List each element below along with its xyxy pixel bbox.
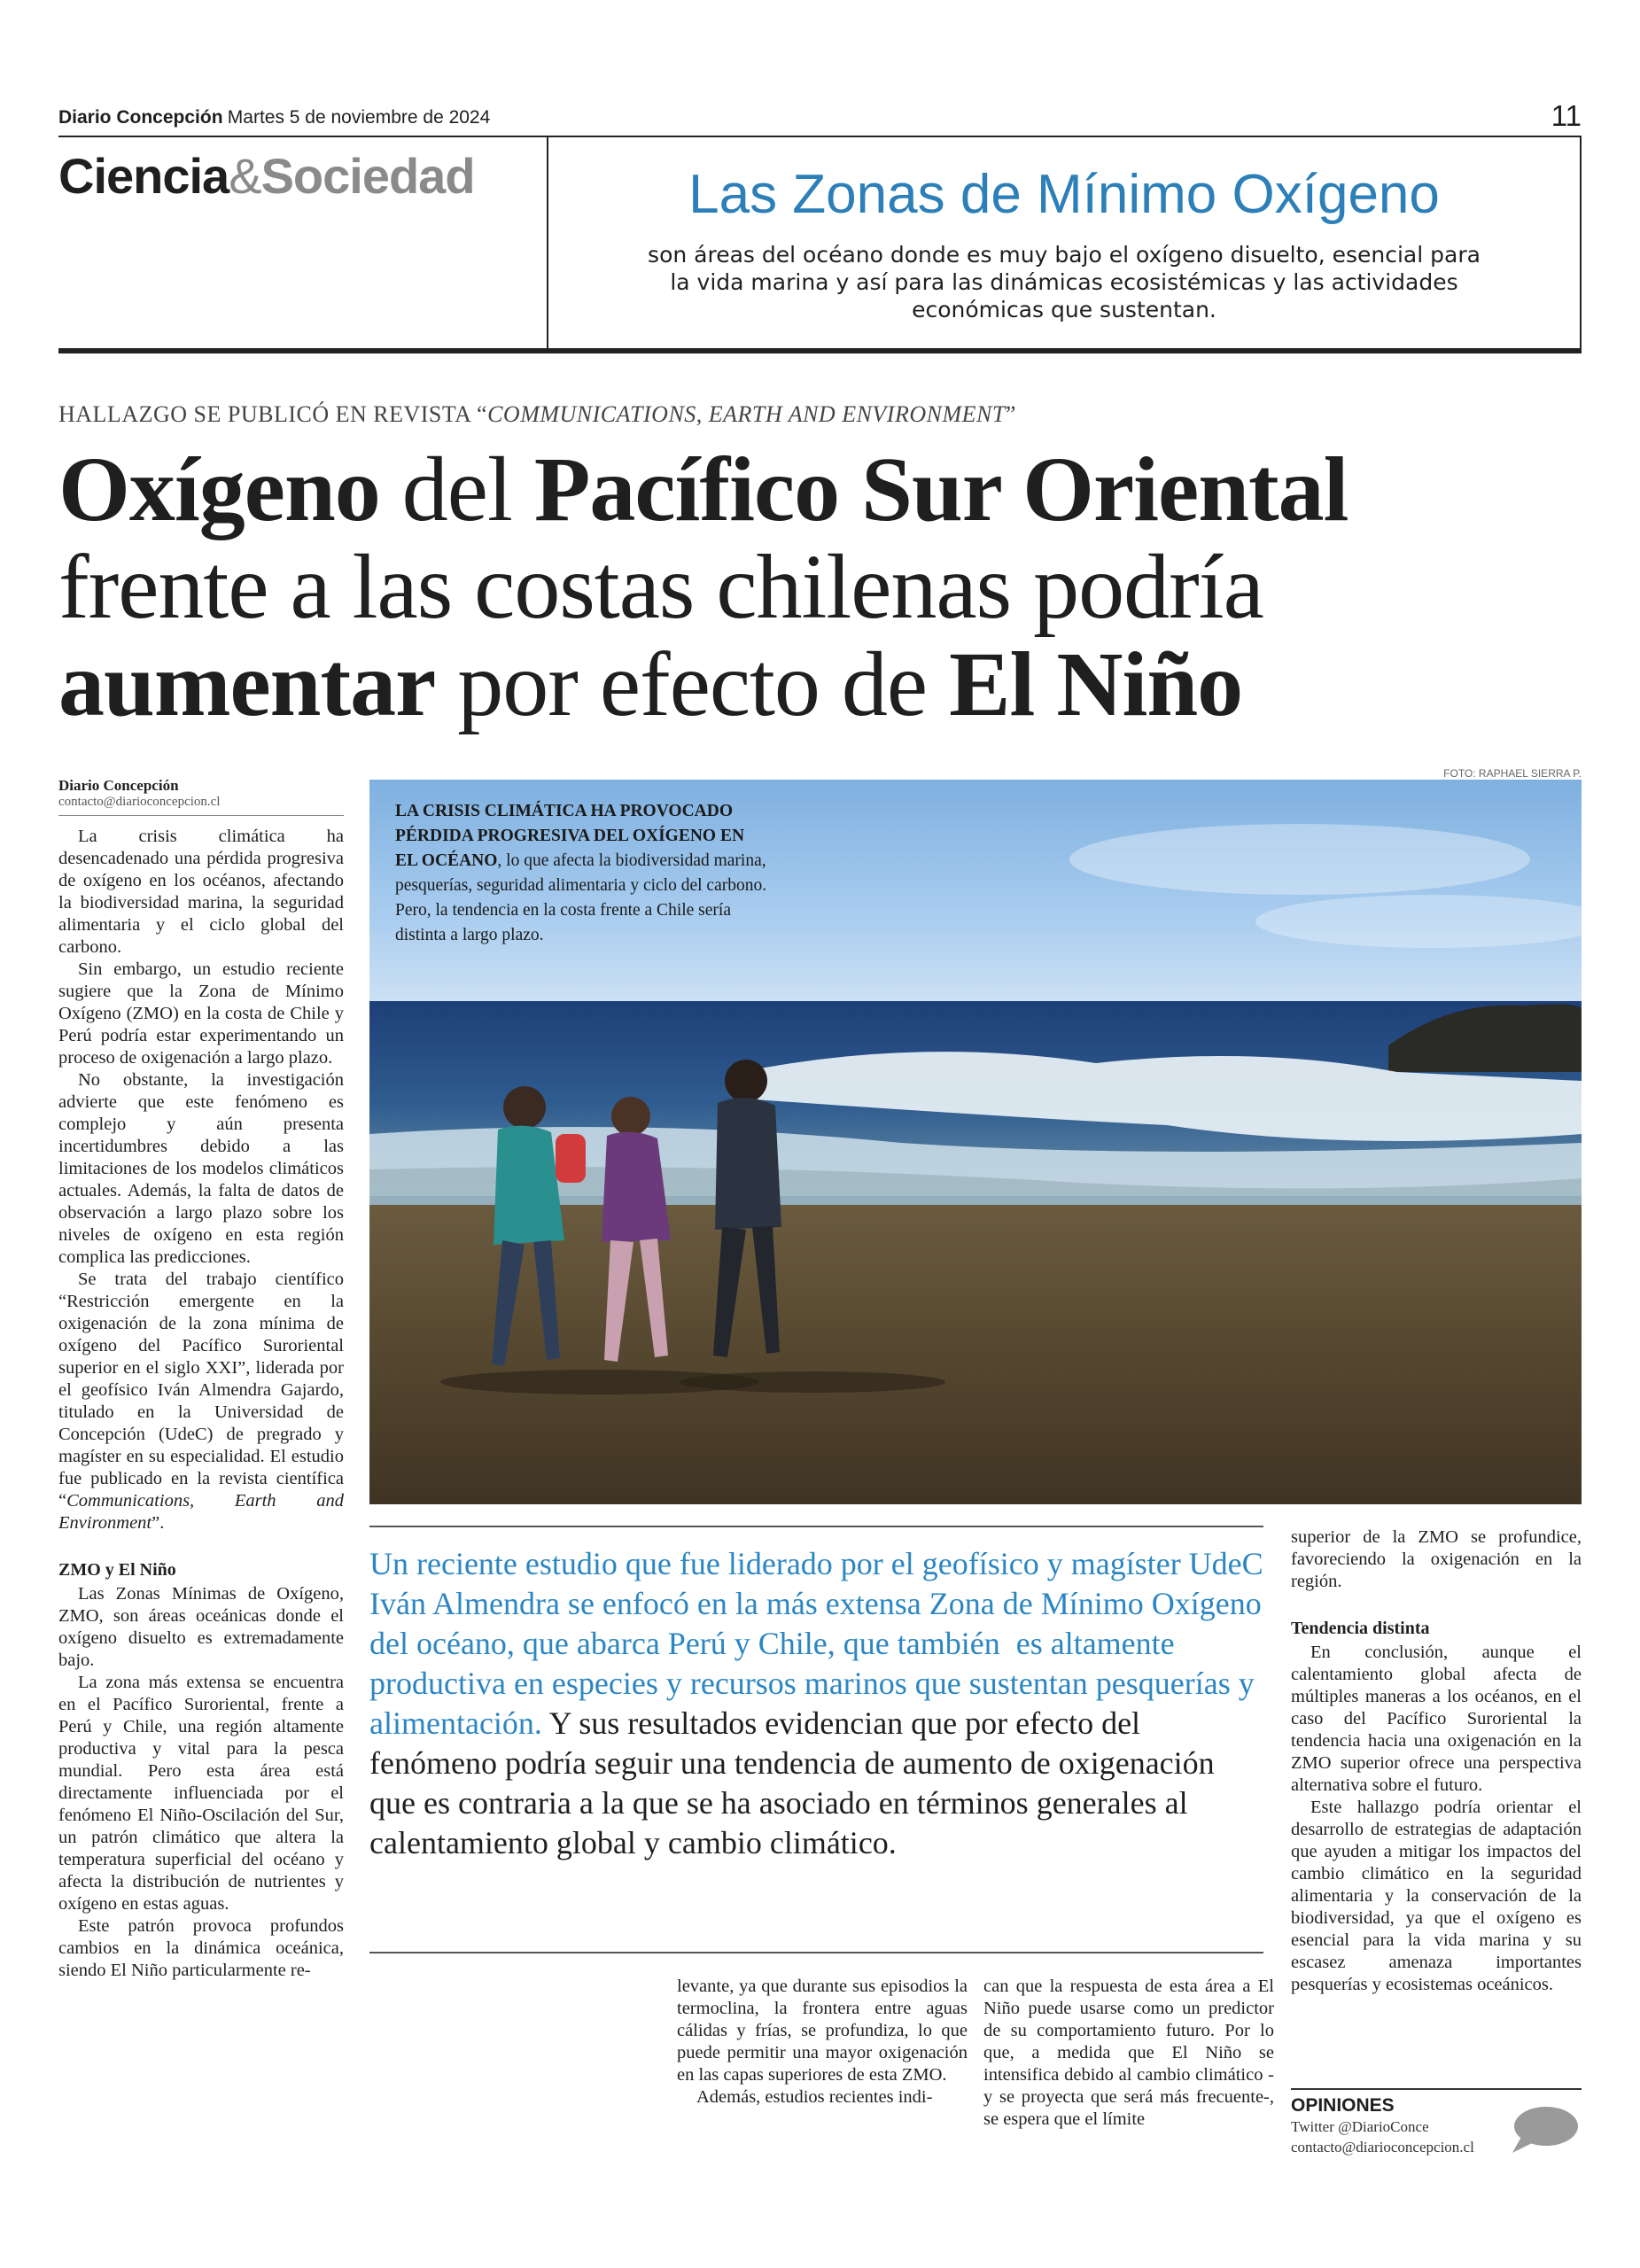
paragraph: can que la respuesta de esta área a El Niño puede usarse como un predictor de su comportamiento futuro. Por lo que, a medida que El Niño se intensifica debido al cambio climático -y se proyecta que será más frecuente-, se espera que el límite [983, 1977, 1274, 2129]
headline-line-3 [58, 633, 1565, 735]
kicker [58, 401, 1016, 428]
paragraph: No obstante, la investigación advierte que este fenómeno es complejo y aún presenta incertidumbres debido a las limitaciones de los modelos climáticos actuales. Además, la falta de datos de observación a largo plazo sobre los niveles de oxígeno en esta región complica las predicciones. [58, 1070, 344, 1267]
caption-lead: LA CRISIS CLIMÁTICA HA PROVOCADO PÉRDIDA PROGRESIVA DEL OXÍGENO EN EL OCÉANO [395, 802, 745, 870]
subheading-zmo: ZMO y El Niño [58, 1560, 176, 1580]
paragraph: La crisis climática ha desencadenado una pérdida progresiva de oxígeno en los océanos, afectando la biodiversidad marina, la seguridad alimentaria y el ciclo global del carbono. [58, 827, 344, 957]
feature-box-text: son áreas del océano donde es muy bajo el oxígeno disuelto, esencial para la vida marina y así para las dinámicas ecosistémicas y las actividades económicas que sustentan. [648, 242, 1481, 322]
pullquote-text: Y sus resultados evidencian que por efecto del fenómeno podría seguir una tendencia de aumento de oxigenación que es contraria a la que se ha asociado en términos generales al calentamiento global y cambio climático. [369, 1705, 1215, 1860]
headline-word-del: del [379, 439, 534, 540]
subheading-tendencia: Tendencia distinta [1291, 1619, 1430, 1638]
byline-name: Diario Concepción [58, 777, 179, 794]
shadow [680, 1371, 945, 1393]
headline-word-por-efecto: por efecto de [435, 633, 950, 735]
paragraph [58, 1269, 344, 1534]
publication-date: Martes 5 de noviembre de 2024 [227, 107, 491, 128]
speech-bubble-icon [1509, 2103, 1580, 2156]
paragraph: Además, estudios recientes indi- [696, 2087, 933, 2107]
headline-line-1 [58, 441, 1565, 539]
section-ampersand: & [229, 148, 261, 204]
paragraph: Las Zonas Mínimas de Oxígeno, ZMO, son áreas oceánicas donde el oxígeno disuelto es extremadamente bajo. [58, 1584, 344, 1670]
pullquote [369, 1544, 1271, 1863]
photo-caption [395, 799, 767, 948]
headline-word-aumentar: aumentar [58, 633, 436, 735]
pullquote-rule-bottom [369, 1952, 1263, 1953]
paragraph-text: Se trata del trabajo científico “Restricción emergente en la oxigenación de la zona mínima de oxígeno del Pacífico Suroriental superior en el siglo XXI”, liderada por el geofísico Iván Almendra Gajardo, titulado en la Universidad de Concepción (UdeC) de pregrado y magíster en su especialidad. El estudio fue publicado en la revista científica “ [58, 1270, 344, 1511]
paragraph: Sin embargo, un estudio reciente sugiere que la Zona de Mínimo Oxígeno (ZMO) en la costa de Chile y Perú podría estar experimentando un proceso de oxigenación a largo plazo. [58, 959, 344, 1068]
publication-dateline [58, 106, 490, 128]
kicker-suffix: ” [1005, 401, 1016, 427]
page-number: 11 [1551, 99, 1582, 132]
paragraph: La zona más extensa se encuentra en el Pacífico Suroriental, frente a Perú y Chile, una región altamente productiva y vital para la pesca mundial. Pero esta área está directamente influenciada por el fenómeno El Niño-Oscilación del Sur, un patrón climático que altera la temperatura superficial del océano y afecta la distribución de nutrientes y oxígeno en estas aguas. [58, 1673, 344, 1914]
pullquote-highlight: Un reciente estudio que fue liderado por el geofísico y magíster UdeC Iván Almendra se enfocó en la más extensa Zona de Mínimo Oxígeno del océano, que abarca Perú y Chile, que también es altamente productiva en especies y recursos marinos que sustentan pesquerías y alimentación. [369, 1546, 1271, 1741]
paragraph: En conclusión, aunque el calentamiento global afecta de múltiples maneras a los océanos, en el caso del Pacífico Suroriental la tendencia hacia una oxigenación en la ZMO superior ofrece una perspectiva alternativa sobre el futuro. [1291, 1643, 1582, 1795]
headline [58, 441, 1565, 734]
journal-name: Communications, Earth and Environment [58, 1491, 344, 1533]
header-rule-top [58, 136, 1582, 137]
publication-name: Diario Concepción [58, 107, 223, 128]
section-name-sociedad: Sociedad [260, 148, 475, 204]
article-column-middle-2 [983, 1976, 1274, 2131]
headline-word-oxigeno: Oxígeno [58, 439, 380, 540]
article-column-middle-1 [677, 1976, 968, 2109]
headline-line-2: frente a las costas chilenas podría [58, 536, 1263, 638]
article-column-right [1291, 1526, 1582, 1996]
cloud [1069, 824, 1530, 895]
paragraph: superior de la ZMO se profundice, favoreciendo la oxigenación en la región. [1291, 1527, 1582, 1591]
paragraph: levante, ya que durante sus episodios la termoclina, la frontera entre aguas cálidas y frías, se profundiza, lo que puede permitir una mayor oxigenación en las capas superiores de esta ZMO. [677, 1977, 968, 2085]
paragraph-text-end: ”. [152, 1513, 165, 1533]
opinions-rule [1291, 2088, 1582, 2090]
section-title [58, 147, 475, 205]
header-box-edge [1580, 136, 1582, 350]
headline-word-pacifico: Pacífico Sur Oriental [533, 439, 1349, 540]
byline [58, 777, 344, 816]
header-rule-bottom [58, 348, 1582, 353]
article-column-left [58, 826, 344, 1982]
feature-box-title: Las Zonas de Mínimo Oxígeno [688, 164, 1440, 225]
paragraph: Este hallazgo podría orientar el desarrollo de estrategias de adaptación que ayuden a mitigar los impactos del cambio climático en la seguridad alimentaria y la conservación de la biodiversidad, ya que el oxígeno es esencial para la vida marina y su escasez amenaza importantes pesquerías y ecosistemas oceánicos. [1291, 1798, 1582, 1994]
section-name-ciencia: Ciencia [58, 148, 229, 204]
opinions-title: OPINIONES [1291, 2095, 1395, 2116]
pullquote-rule-top [369, 1526, 1263, 1527]
opinions-email: contacto@diarioconcepcion.cl [1291, 2139, 1474, 2155]
opinions-twitter: Twitter @DiarioConce [1291, 2118, 1429, 2135]
kicker-journal: COMMUNICATIONS, EARTH AND ENVIRONMENT [487, 401, 1006, 427]
headline-word-el-nino: El Niño [949, 633, 1243, 735]
paragraph: Este patrón provoca profundos cambios en la dinámica oceánica, siendo El Niño particularmente re- [58, 1916, 344, 1980]
photo-credit: FOTO: RAPHAEL SIERRA P. [1443, 767, 1582, 780]
kicker-prefix: HALLAZGO SE PUBLICÓ EN REVISTA “ [58, 401, 488, 427]
byline-email: contacto@diarioconcepcion.cl [58, 795, 221, 809]
caption-text: , lo que afecta la biodiversidad marina, pesquerías, seguridad alimentaria y ciclo del carbono. Pero, la tendencia en la costa frente a Chile sería distinta a largo plazo. [395, 851, 767, 944]
